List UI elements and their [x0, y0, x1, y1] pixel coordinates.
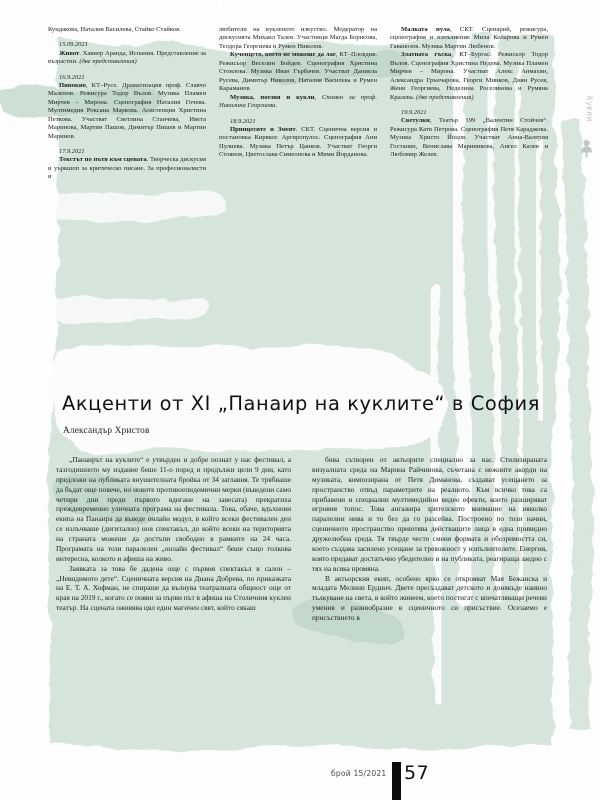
listing-column [219, 26, 377, 182]
article-body [56, 455, 548, 623]
folio-bar [392, 762, 401, 800]
puppet-mark-icon [579, 138, 594, 158]
section-tab-label: Кукли [585, 96, 594, 123]
listing-entry: Пинокио, КТ–Русе. Драматизация проф. Славчо Маленов. Режисура Тодор Вълов. Музика Пламен Мирчев – Мирона. Сценография Наталия Гочева. Мултимедия Роксана Маркова. Асистенция Христина Петкова. Участват Светлина Станчева, Ивета Маринова, Мартин Пашов, Димитър Пишев и Мартин Маринов. [48, 81, 206, 140]
article-headline: Акценти от XI „Панаир на куклите“ в София [62, 392, 540, 415]
festival-listing [48, 26, 548, 182]
listing-entry: Музика, поезия и кукли, Спомен за проф. Николина Георгиева. [219, 93, 377, 110]
listing-date: 15.09.2021 [59, 41, 88, 49]
article-column [312, 455, 547, 623]
article-paragraph: бива сътворен от актьорите специално за нас. Стилизираната визуалната среда на Марина Райчинова, съчетана с нежните акорди на музиката, композирана от Петя Диманова, създават усещането за пространство отвъд параметрите на реалното. Към всичко това са прибавени и специални мултимедийни видео ефекти, които разширяват игровия топос. Това ангажира зрителското внимание на няколко паралелни нива и то без да го разсейва. Построено по този начин, сценичното пространство приютява действащите лица в една привидно дружелюбна среда. Тя твърде често сменя формата и обозримостта си, което създава засилено усещане за тревожност у изпълнителите. Енергия, която предават достатъчно убедително и на публиката, реагираща заедно с тях на всяка промяна. [312, 455, 547, 573]
listing-entry: Малката нула, СКТ. Сценарий, режисура, сценография и изпълнение Мила Коларова и Румен Гаванозов. Музика Мартин Любенов. [390, 26, 548, 50]
article-column [56, 455, 291, 623]
page-number: 57 [404, 762, 430, 784]
listing-entry: Принцесите и Змеят. СКТ. Сценична версия и постановка Кирякос Аргиропулос. Сценография Ани Пулиева. Музика Петър Цанков. Участват Георги Стоянов, Цветослава Симеонова и Мими Йорданова. [219, 125, 377, 159]
article-byline: Александър Христов [63, 425, 150, 435]
article-paragraph: Заявката за това бе дадена още с първия спектакъл в салон – „Невидимото дете“. Сценичната версия на Диана Добрева, по приказката на Е. Т. А. Хофман, не спираше да вълнува театралната общност още от края на 2019 г., когато се появи за първи път в афиша на Столичния куклен театър. На сцената оживява цял един магичен свят, който сякаш [56, 563, 291, 613]
listing-date: 17.9.2021 [59, 148, 85, 156]
listing-date: 18.9.2021 [230, 117, 256, 125]
listing-entry: Текстът по пътя към сцената. Творческа дискусия и уъркшоп за критическо писане. За професионалисти и [48, 156, 206, 181]
article-paragraph: В актьорския екип, особено ярко се открояват Мая Бежанска и младата Мелини Ердинч. Двете пресъздават детското и донякъде наивно тълкуване на света, в който живеем, което постигат с впечатляващи речеви умения и разнообразие в сценичното си присъствие. Осезаемо е присъствието в [312, 573, 547, 622]
listing-column [48, 26, 206, 182]
listing-entry: Златната гъска, КТ–Бургас. Режисьор Тодор Вълов. Сценография Христина Недева. Музика Пламен Мирчев – Мирона. Участват Алекс Анмахян, Александра Грънчарова, Георги Минков, Диян Русев, Женя Георгиева, Неделина Роселинова и Румяна Кралева. (две представления) [390, 51, 548, 101]
listing-column [390, 26, 548, 182]
issue-label: брой 15/2021 [331, 769, 387, 778]
listing-entry: любители на кукленото изкуство. Модератор на дискусията Михаил Талев. Участници Магда Борисова, Теодора Георгиева и Румен Николов. [219, 26, 377, 50]
listing-entry: Светулки, Театър 199 „Валентин Стойчев“. Режисура Катя Петрова. Сценография Петя Караджова. Музика Христо Йоцов. Участват Анна-Валерия Гостанян, Венислава Мариникова, Ангел Калев и Любомир Желев. [390, 117, 548, 159]
listing-date: 19.9.2021 [401, 109, 427, 117]
listing-entry: Живот. Хавиер Аранда, Испания. Представление за възрастни. (две представления) [48, 49, 206, 66]
listing-entry: Кундакова, Наталия Василева, Стайко Стайков. [48, 26, 181, 33]
listing-date: 16.9.2021 [59, 73, 85, 81]
listing-entry: Кученцето, което не можеше да лае, КТ–Пловдив. Режисьор Веселин Бойдев. Сценография Христина Стоилова. Музика Иван Гърбачев. Участват Даниела Русева, Димитър Николов, Наталия Василева и Румен Караманов. [219, 51, 377, 93]
article-paragraph: „Панаирът на куклите“ е утвърден и добре познат у нас фестивал, а тазгодишното му издание беше 11-о поред и продължи цели 9 дни, като предложи на публиката внушителната бройка от 34 заглавия. Те трябваше да бъдат още повече, но новите противоепидемични мерки (въведени само четири дни преди първото вдигане на завесата) прекратиха преждевременно уличната програма на фестивала. Това, обаче, вдъхнови екипа на Панаира да въведе онлайн модул, в който всеки фестивален ден се излъчваше (дигитално) нов спектакъл, до който всеки на територията на страната можеше да достъпи свободно в рамките на 24 часа. Програмата на този паралелен „онлайн фестивал“ беше също толкова интересна, колкото и афиша на живо. [56, 455, 291, 563]
